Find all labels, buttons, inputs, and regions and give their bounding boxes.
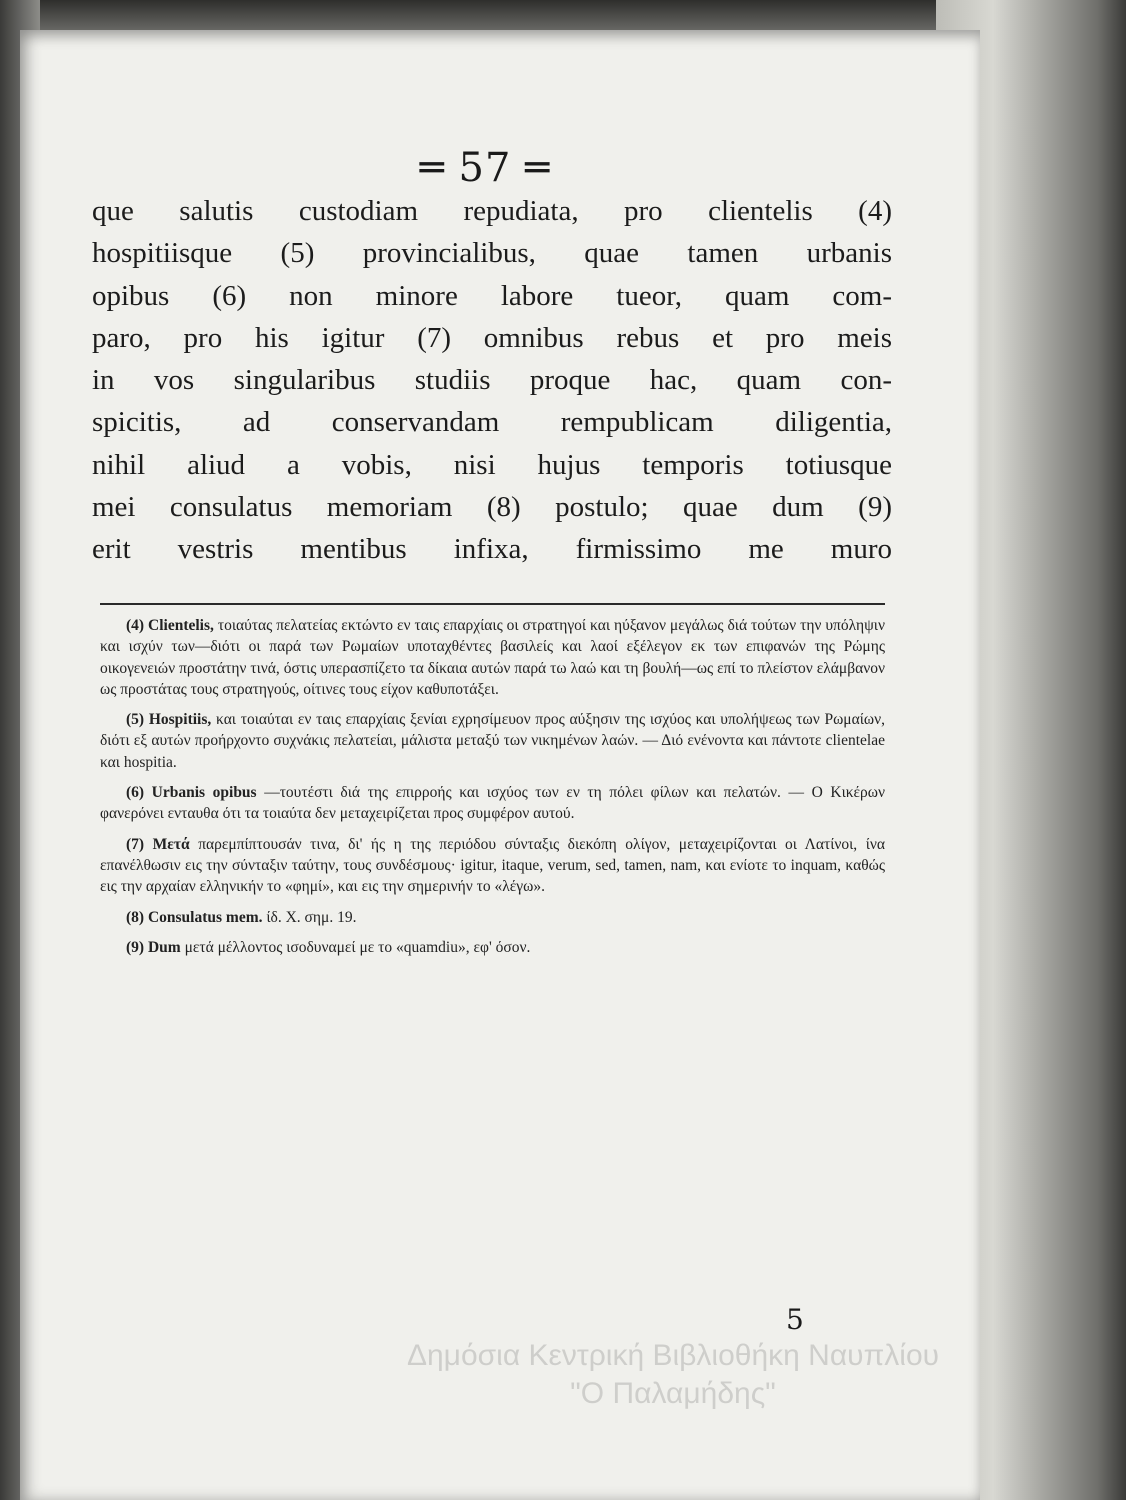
main-line: mei consulatus memoriam (8) postulo; quae dum (9) xyxy=(92,491,892,524)
footnote-label: (8) Consulatus mem. xyxy=(126,908,263,926)
footnote-4 xyxy=(100,615,885,700)
library-watermark xyxy=(258,1337,1088,1413)
footnote-text: μετά μέλλοντος ισοδυναμεί με το «quamdiu», εφ' όσον. xyxy=(184,938,531,956)
footnote-label: (7) Μετά xyxy=(126,835,190,853)
footnote-label: (5) Hospitiis, xyxy=(126,711,212,729)
main-line: spicitis, ad conservandam rempublicam diligentia, xyxy=(92,406,892,439)
footnote-label: (9) Dum xyxy=(126,938,181,956)
footnote-text: παρεμπίπτουσάν τινα, δι' ής η της περιόδου σύνταξις διεκόπη ολίγον, μεταχειρίζονται οι Λατίνοι, ίνα επανέλθωσιν εις την σύνταξιν ταύτην, τους συνδέσμους· igitur, itaque, verum, sed, tamen, nam, και ενίοτε το inquam, καθώς εις την αρχαίαν ελληνικήν το «φημί», και εις την σημερινήν το «λέγω». xyxy=(100,835,886,896)
footnote-6 xyxy=(100,782,885,825)
main-line: que salutis custodiam repudiata, pro clientelis (4) xyxy=(92,195,892,227)
footnote-text: —τουτέστι διά της επιρροής και ισχύος των εν τη πόλει φίλων και πελατών. — Ο Κικέρων φανερόνει ενταυθα ότι τα τοιαύτα δεν μεταχειρίζεται προς συμφέρον αυτού. xyxy=(100,784,885,823)
footnote-text: τοιαύτας πελατείας εκτώντο εν ταις επαρχίαις οι στρατηγοί και ηύξανον μεγάλως διά τούτων την υπόληψιν και ισχύν των—διότι οι παρά των Ρωμαίων υποταχθέντες βασιλείς και λαοί εξέλεγον εκ των επιφανών της Ρώμης οικογενειών προστάτην τινά, όστις υπερασπίζετο τα δίκαια αυτών παρά τω λαώ και τη βουλή—ως επί το πλείστον ελάμβανον ως προστάτας τους στρατηγούς, οίτινες τους είχον καθυποτάξει. xyxy=(100,617,885,698)
footnote-9 xyxy=(100,937,885,958)
footnotes xyxy=(100,615,885,967)
page-number: ═ 57 ═ xyxy=(419,145,551,191)
main-line: nihil aliud a vobis, nisi hujus temporis totiusque xyxy=(92,448,892,481)
footnote-8 xyxy=(100,907,885,928)
footnote-text: και τοιαύται εν ταις επαρχίαις ξενίαι εχρησίμευον προς αύξησιν της ισχύος και υπολήψεως των Ρωμαίων, διότι εξ αυτών προήρχοντο συχνάκις πελατείαι, μάλιστα μεταξύ των νικημένων λαών. — Διό ενένοντα και πάντοτε clientelae και hospitia. xyxy=(100,711,885,771)
footnote-label: (4) Clientelis, xyxy=(126,617,214,634)
watermark-line: Δημόσια Κεντρική Βιβλιοθήκη Ναυπλίου xyxy=(406,1339,940,1372)
signature-mark: 5 xyxy=(786,1303,804,1336)
main-text xyxy=(92,190,892,571)
main-line: in vos singularibus studiis proque hac, quam con- xyxy=(92,364,892,397)
main-line: hospitiisque (5) provincialibus, quae tamen urbanis xyxy=(92,237,892,270)
footnote-divider xyxy=(100,603,885,605)
watermark-line: "Ο Παλαμήδης" xyxy=(570,1377,776,1410)
main-line: erit vestris mentibus infixa, firmissimo me muro xyxy=(92,533,892,566)
footnote-text: ίδ. Χ. σημ. 19. xyxy=(266,908,357,926)
footnote-5 xyxy=(100,709,885,773)
footnote-7 xyxy=(100,834,885,898)
footnote-label: (6) Urbanis opibus xyxy=(126,784,257,802)
main-line: opibus (6) non minore labore tueor, quam com- xyxy=(92,279,892,312)
main-line: paro, pro his igitur (7) omnibus rebus et pro meis xyxy=(92,321,892,354)
